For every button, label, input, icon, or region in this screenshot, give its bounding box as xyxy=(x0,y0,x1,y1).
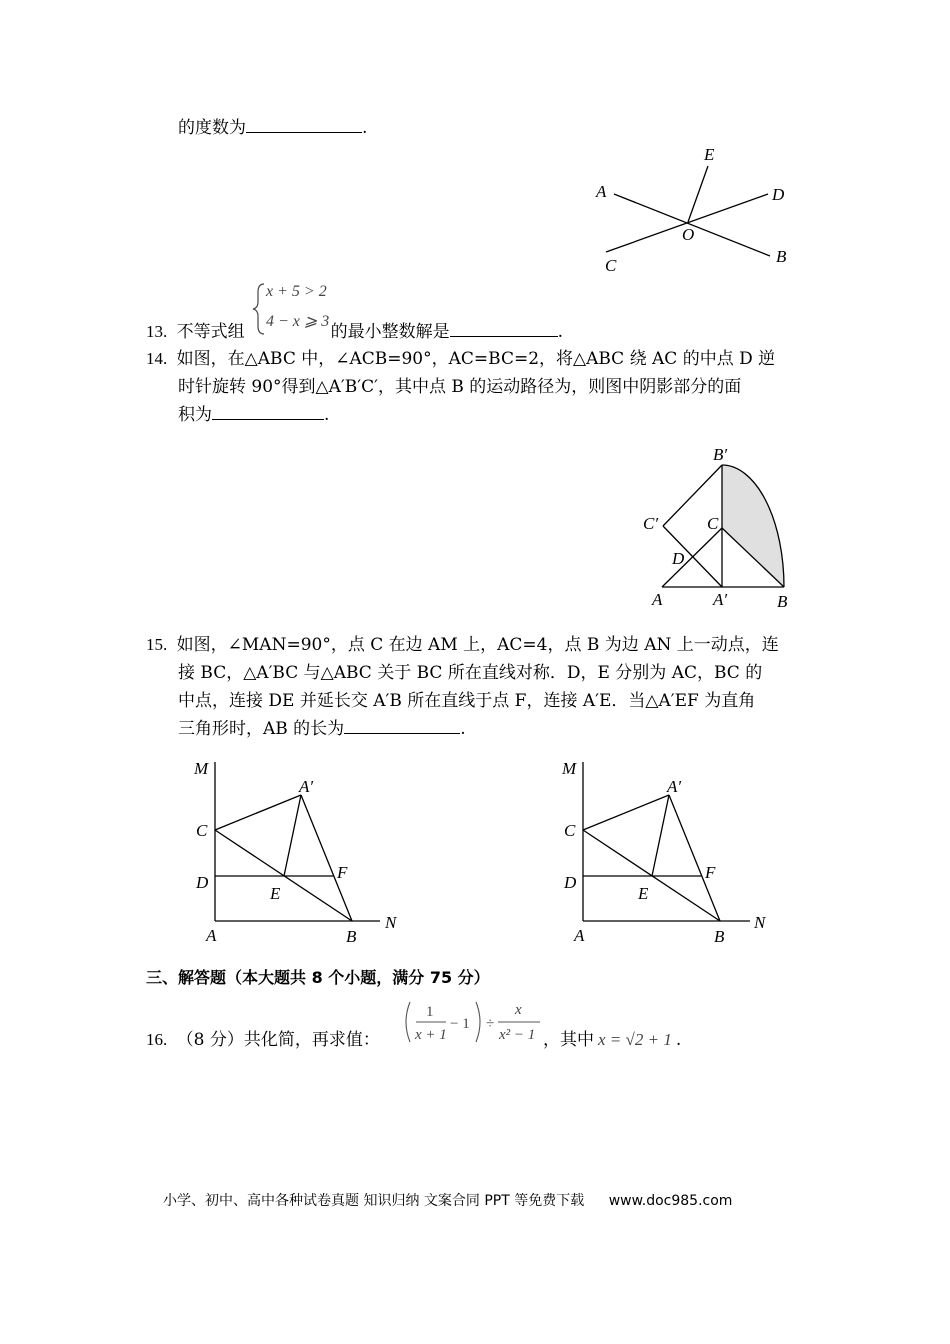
q15-end: . xyxy=(460,719,466,739)
q12-end: . xyxy=(362,118,368,138)
right-label-n: N xyxy=(754,913,766,932)
right-label-m: M xyxy=(562,759,577,778)
label-ap: A′ xyxy=(713,590,728,609)
left-label-f: F xyxy=(337,863,348,882)
q15-line3: 中点，连接 DE 并延长交 A′B 所在直线于点 F，连接 A′E．当△A′EF 为直角 xyxy=(178,691,756,711)
q13-prefix: 不等式组 xyxy=(176,322,245,342)
section-3-title: 三、解答题（本大题共 8 个小题，满分 75 分） xyxy=(146,968,490,987)
q14-text3: 积为 xyxy=(178,405,212,425)
q13-end: . xyxy=(557,322,564,342)
q16-value: x = √2 + 1 xyxy=(598,1030,672,1049)
q14-text1: 如图，在△ABC 中，∠ACB=90°，AC=BC=2，将△ABC 绕 AC 的中点 D 逆 xyxy=(176,349,776,369)
q16-div: ÷ xyxy=(486,1016,495,1032)
label-c: C xyxy=(707,514,719,533)
label-c: C xyxy=(605,256,617,275)
q16-prefix: （8 分）共化简，再求值： xyxy=(176,1030,380,1050)
left-label-e: E xyxy=(270,884,281,903)
right-label-ap: A′ xyxy=(667,777,682,796)
q16-mid: ，其中 xyxy=(543,1030,594,1050)
left-label-n: N xyxy=(385,913,397,932)
left-label-b: B xyxy=(346,927,357,946)
footer-text: 小学、初中、高中各种试卷真题 知识归纳 文案合同 PPT 等免费下载 xyxy=(163,1193,585,1209)
label-d: D xyxy=(772,185,785,204)
right-label-a: A xyxy=(574,926,585,945)
q16-number: 16. xyxy=(146,1030,168,1049)
q16-frac2-num: x xyxy=(515,1002,522,1018)
right-label-c: C xyxy=(564,821,576,840)
right-label-d: D xyxy=(564,873,577,892)
left-label-ap: A′ xyxy=(299,777,314,796)
left-label-d: D xyxy=(196,873,209,892)
label-e: E xyxy=(704,145,715,164)
label-cp: C′ xyxy=(643,514,659,533)
q14-end: . xyxy=(324,405,330,425)
q16-tail xyxy=(543,1028,681,1052)
right-label-e: E xyxy=(638,884,649,903)
q13-suffix: 的最小整数解是 xyxy=(330,322,450,342)
q16-frac2-den: x² − 1 xyxy=(499,1027,536,1043)
label-d: D xyxy=(672,549,685,568)
page-footer xyxy=(163,1190,732,1210)
right-label-f: F xyxy=(705,863,716,882)
q12-tail-text: 的度数为 xyxy=(178,118,246,138)
q15-number: 15. xyxy=(146,635,168,654)
label-b: B xyxy=(776,247,787,266)
q13-number: 13. xyxy=(146,322,168,341)
q16-frac1-den: x + 1 xyxy=(415,1027,447,1043)
label-a: A xyxy=(596,182,607,201)
q16-frac1-num: 1 xyxy=(426,1004,434,1020)
q13-ineq1: x + 5 > 2 xyxy=(266,283,327,300)
q15-line2: 接 BC，△A′BC 与△ABC 关于 BC 所在直线对称．D，E 分别为 AC，BC 的 xyxy=(178,663,763,683)
right-label-b: B xyxy=(714,927,725,946)
label-bp: B′ xyxy=(713,445,728,464)
q14-line2: 时针旋转 90°得到△A′B′C′，其中点 B 的运动路径为，则图中阴影部分的面 xyxy=(178,377,742,397)
q16-minus-one: − 1 xyxy=(450,1016,470,1032)
label-b: B xyxy=(777,592,788,611)
left-label-m: M xyxy=(194,759,209,778)
label-o: O xyxy=(682,225,695,244)
q16-end: . xyxy=(675,1030,682,1050)
q13-ineq2: 4 − x ⩾ 3 xyxy=(266,313,330,330)
q15-text1: 如图，∠MAN=90°，点 C 在边 AM 上，AC=4，点 B 为边 AN 上一动点，连 xyxy=(176,635,779,655)
q14-number: 14. xyxy=(146,349,168,368)
left-label-c: C xyxy=(196,821,208,840)
left-label-a: A xyxy=(206,926,217,945)
footer-url[interactable]: www.doc985.com xyxy=(608,1193,733,1209)
q15-text4: 三角形时，AB 的长为 xyxy=(178,719,345,739)
label-a: A xyxy=(652,590,663,609)
